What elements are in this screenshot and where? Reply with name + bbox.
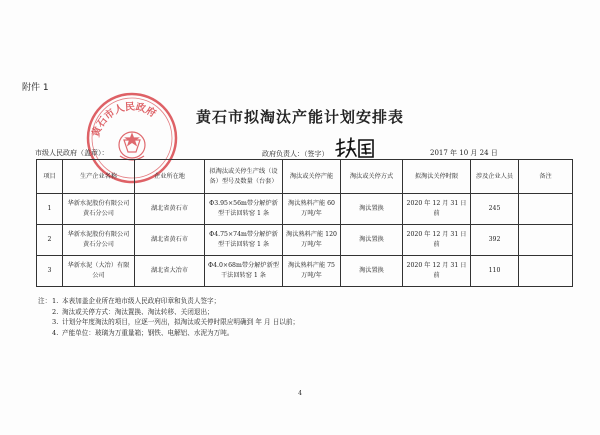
table-cell: 2020 年 12 月 31 日前 bbox=[403, 225, 471, 256]
notes-section bbox=[38, 296, 299, 338]
table-row bbox=[37, 225, 573, 256]
table-cell: 淘汰置换 bbox=[341, 225, 403, 256]
header-cell: 拟淘汰关停时限 bbox=[403, 160, 471, 194]
table-cell bbox=[519, 256, 573, 287]
table-cell: 3 bbox=[37, 256, 63, 287]
header-cell: 项目 bbox=[37, 160, 63, 194]
table-row bbox=[37, 256, 573, 287]
notes-label: 注： bbox=[38, 297, 52, 305]
document-date: 2017 年 10 月 24 日 bbox=[430, 149, 498, 157]
table-cell: 华新水泥（大冶）有限公司 bbox=[63, 256, 135, 287]
table-cell: 淘汰置换 bbox=[341, 256, 403, 287]
table-cell: 淘汰置换 bbox=[341, 194, 403, 225]
table-cell: 华新水泥股份有限公司黄石分公司 bbox=[63, 194, 135, 225]
header-cell: 淘汰或关停产能 bbox=[283, 160, 341, 194]
table-cell: 2020 年 12 月 31 日前 bbox=[403, 256, 471, 287]
table-cell: 淘汰熟料产能 75 万吨/年 bbox=[283, 256, 341, 287]
city-gov-label: 市级人民政府（盖章）： bbox=[35, 149, 109, 157]
header-cell: 涉及企业人员 bbox=[471, 160, 519, 194]
note-item: 1. 本表加盖企业所在地市级人民政府印章和负责人签字； bbox=[52, 297, 221, 305]
table-header-row bbox=[37, 160, 573, 194]
gov-leader-label: 政府负责人：（签字） bbox=[262, 150, 329, 158]
table-cell: 淘汰熟料产能 120 万吨/年 bbox=[283, 225, 341, 256]
table-cell: 湖北省黄石市 bbox=[135, 194, 205, 225]
header-cell: 企业所在地 bbox=[135, 160, 205, 194]
table-cell: 110 bbox=[471, 256, 519, 287]
table-cell: Φ4.0×68m带分解炉新型干法回转窑 1 条 bbox=[205, 256, 283, 287]
note-item: 4. 产能单位：玻璃为万重量箱；钢铁、电解铝、水泥为万吨。 bbox=[52, 328, 234, 337]
table-cell: 2020 年 12 月 31 日前 bbox=[403, 194, 471, 225]
table-cell: 1 bbox=[37, 194, 63, 225]
header-cell: 生产企业名称 bbox=[63, 160, 135, 194]
page-number: 4 bbox=[298, 390, 302, 397]
header-cell: 备注 bbox=[519, 160, 573, 194]
seal-text: 黄石市人民政府 bbox=[90, 101, 158, 139]
table-cell: Φ3.95×56m带分解炉新型干法回转窑 1 条 bbox=[205, 194, 283, 225]
table-cell: 淘汰熟料产能 60 万吨/年 bbox=[283, 194, 341, 225]
handwritten-signature bbox=[334, 136, 376, 160]
national-emblem-icon bbox=[119, 132, 145, 160]
note-item: 2. 淘汰或关停方式：淘汰置换、淘汰转移、关闭退出； bbox=[52, 307, 214, 316]
table-cell bbox=[519, 225, 573, 256]
table-cell: 华新水泥股份有限公司黄石分公司 bbox=[63, 225, 135, 256]
note-item: 3. 计划分年度淘汰的项目，应逐一列出，拟淘汰或关停时限应明确到 年 月 日以前； bbox=[52, 318, 300, 326]
header-cell: 拟淘汰或关停生产线（设备）型号及数量（台套） bbox=[205, 160, 283, 194]
table-cell: 湖北省黄石市 bbox=[135, 225, 205, 256]
table-row bbox=[37, 194, 573, 225]
table-cell bbox=[519, 194, 573, 225]
attachment-label: 附件 1 bbox=[22, 83, 49, 93]
page-title: 黄石市拟淘汰产能计划安排表 bbox=[195, 108, 404, 126]
capacity-plan-table bbox=[36, 159, 573, 287]
table-cell: 2 bbox=[37, 225, 63, 256]
table-cell: 245 bbox=[471, 194, 519, 225]
table-cell: 湖北省大冶市 bbox=[135, 256, 205, 287]
header-cell: 淘汰或关停方式 bbox=[341, 160, 403, 194]
table-cell: 392 bbox=[471, 225, 519, 256]
table-cell: Φ4.75×74m带分解炉新型干法回转窑 1 条 bbox=[205, 225, 283, 256]
